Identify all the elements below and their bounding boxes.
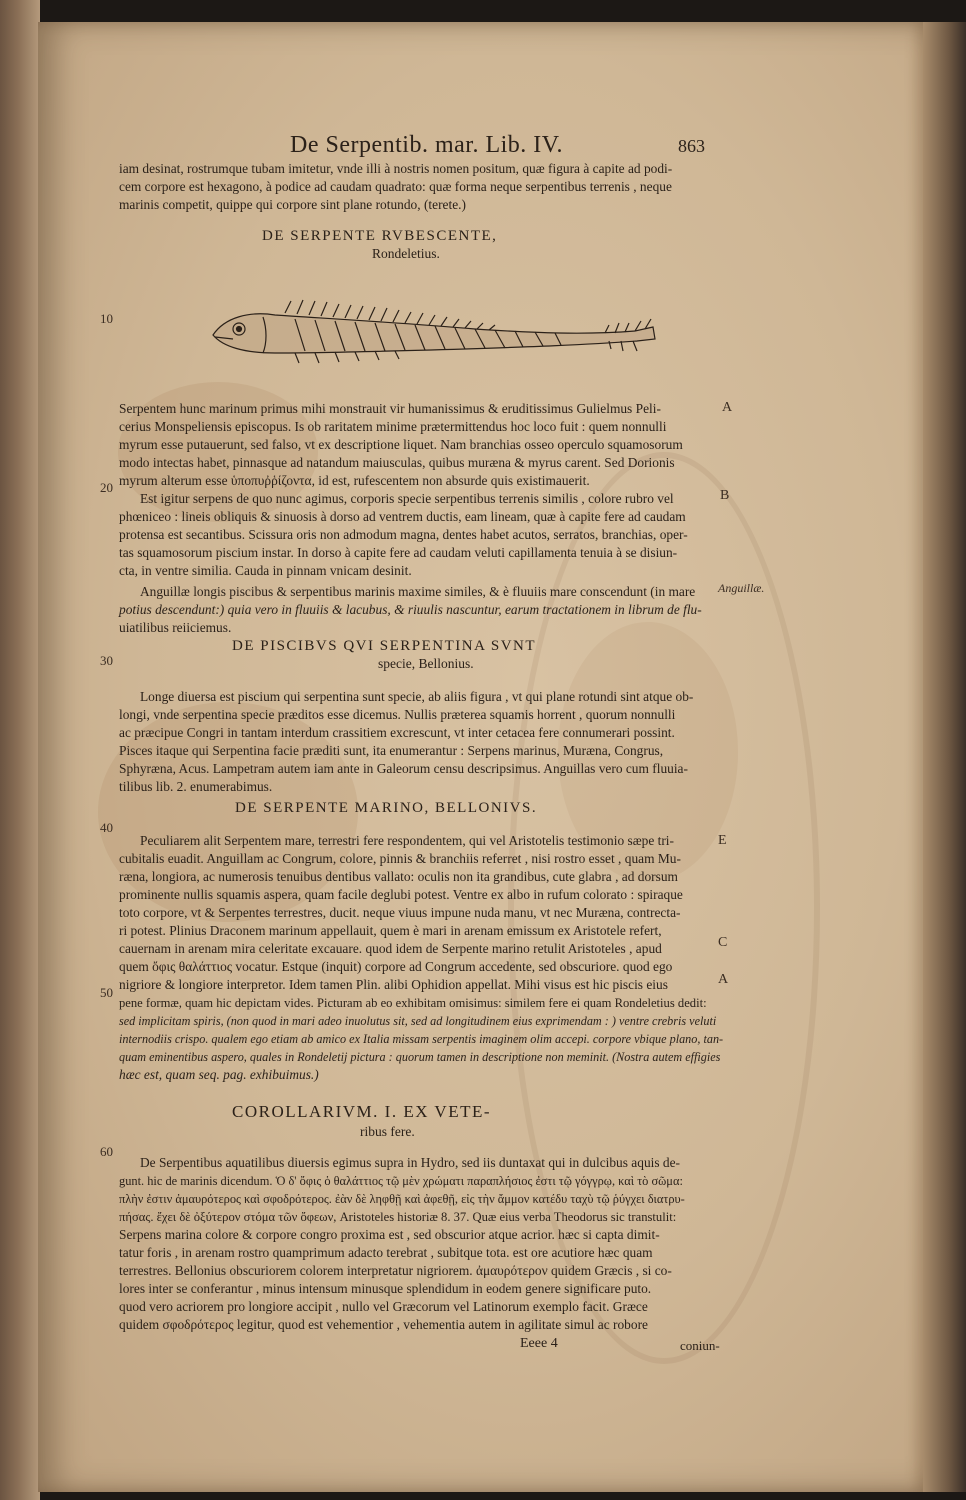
text-line: phœniceo : lineis obliquis & sinuosis à dorso ad ventrem ductis, eam lineam, quæ à capite fere ad caudam [119, 509, 686, 524]
text-line: quem ὄφις θαλάττιος vocatur. Estque (inquit) corpore ad Congrum accedente, sed obscuriore. quod ego [119, 959, 673, 974]
text-line: internodiis crispo. qualem ego etiam ab amico ex Italia missam serpentis imaginem olim accepi. corpore vbique plano, tan- [119, 1032, 724, 1046]
margin-line-number: 30 [100, 653, 113, 668]
text-line: quidem σφοδρότερος legitur, quod est vehementior , vehementia autem in agilitate simul ac robore [119, 1317, 648, 1332]
text-line: ri potest. Plinius Draconem marinum appellauit, quem è mari in arenam emissum ex Aristotele refert, [119, 923, 662, 938]
text-line: longi, vnde serpentina specie præditos esse dicemus. Nullis præterea squamis horrent , quorum nonnulli [119, 707, 676, 722]
signature-mark: Eeee 4 [520, 1336, 558, 1351]
text-line: modo intectas habet, pinnasque ad natandum maiusculas, quibus muræna & myrus carent. Sed Dorionis [119, 455, 675, 470]
text-line: cerius Monspeliensis episcopus. Is ob raritatem minime prætermittendus hoc loco fuit : quem nonnulli [119, 419, 667, 434]
margin-letter: A [718, 972, 729, 987]
text-line: pene formæ, quam hic depictam vides. Picturam ab eo exhibitam omisimus: similem fere ei quam Rondeletius dedit: [119, 996, 707, 1010]
text-line: iam desinat, rostrumque tubam imitetur, vnde illi à nostris nomen positum, quæ figura à capite ad podi- [119, 161, 673, 176]
text-line: quam eminentibus aspero, quales in Rondeletij pictura : quorum tamen in descriptione non meminit. (Nostra autem effigies [119, 1050, 721, 1064]
text-line: gunt. hic de marinis dicendum. Ὁ δ' ὄφις ὁ θαλάττιος τῷ μὲν χρώματι παραπλήσιος ἐστι τῷ γόγγρῳ, καὶ τὸ σῶμα: [119, 1174, 683, 1188]
text-line: Sphyræna, Acus. Lampetram autem iam ante in Galeorum censu descripsimus. Anguillas vero cum fluuia- [119, 761, 688, 776]
text-line: myrum esse putauerunt, sed falso, vt ex descriptione liquet. Nam branchias osseo operculo squamosorum [119, 437, 683, 452]
text-line: marinis competit, quippe qui corpore sint plane rotundo, (terete.) [119, 197, 466, 212]
right-page-edge [923, 22, 966, 1492]
text-line: cubitalis euadit. Anguillam ac Congrum, colore, pinnis & branchiis referret , nisi rostro esset , quam Mu- [119, 851, 681, 866]
left-page-edge [0, 0, 40, 1500]
margin-note: Anguillæ. [718, 581, 765, 595]
section-heading: DE SERPENTE RVBESCENTE, [262, 228, 498, 244]
margin-line-number: 40 [100, 820, 113, 835]
section-subheading: Rondeletius. [372, 246, 440, 261]
text-line: tilibus lib. 2. enumerabimus. [119, 779, 273, 794]
text-line: prominente nullis squamis aspera, quam facile deglubi potest. Ventre ex albo in rufum colorato : spiraque [119, 887, 683, 902]
text-line: cta, in ventre similia. Cauda in pinnam vnicam desinit. [119, 563, 412, 578]
text-line: Pisces itaque qui Serpentina facie præditi sunt, ita enumerantur : Serpens marinus, Muræna, Congrus, [119, 743, 664, 758]
text-line: sed implicitam spiris, (non quod in mari adeo inuolutus sit, sed ad longitudinem eius exprimendam : ) ventre crebris veluti [119, 1014, 717, 1028]
margin-letter: B [720, 488, 730, 503]
text-line: Serpentem hunc marinum primus mihi monstrauit vir humanissimus & eruditissimus Gulielmus Peli- [119, 401, 661, 416]
text-line: uiatilibus reiiciemus. [119, 620, 232, 635]
text-line: myrum alterum esse ὑποπυῤῥίζοντα, id est, rufescentem non absurde quis existimauerit. [119, 473, 590, 488]
margin-line-number: 20 [100, 480, 113, 495]
section-heading: COROLLARIVM. I. EX VETE- [232, 1102, 492, 1121]
text-line: Peculiarem alit Serpentem mare, terrestri fere respondentem, qui vel Aristotelis testimonio sæpe tri- [140, 833, 674, 848]
text-line: potius descendunt:) quia vero in fluuiis & lacubus, & riuulis nascuntur, earum tractationem in librum de flu- [119, 602, 702, 617]
fish-woodcut-icon [205, 295, 660, 370]
text-line: Est igitur serpens de quo nunc agimus, corporis specie serpentibus terrenis similis , colore rubro vel [140, 491, 674, 506]
margin-letter: C [718, 935, 728, 950]
text-line: terrestres. Bellonius obscuriorem colorem interpretatur nigriorem. ἀμαυρότερον quidem Græcis , si co- [119, 1263, 672, 1278]
page-number: 863 [678, 136, 705, 156]
text-line: πλὴν ἐστιν ἀμαυρότερος καὶ σφοδρότερος. ἐὰν δὲ ληφθῇ καὶ ἀφεθῇ, εἰς τὴν ἄμμον κατέδυ ταχὺ τῷ ῥύγχει διατρυ- [119, 1192, 685, 1206]
text-line: protensa est secantibus. Scissura oris non admodum magna, dentes habet acutos, serratos, branchias, oper- [119, 527, 688, 542]
text-line: Longe diuersa est piscium qui serpentina sunt specie, ab aliis figura , vt qui plane rotundi sint atque ob- [140, 689, 694, 704]
text-line: toto corpore, vt & Serpentes terrestres, ducit. neque viuus impune nuda manu, vt nec Muræna, contrecta- [119, 905, 681, 920]
text-line: cem corpore est hexagono, à podice ad caudam quadrato: quæ forma neque serpentibus terrenis , neque [119, 179, 672, 194]
section-subheading: ribus fere. [360, 1124, 415, 1139]
section-subheading: specie, Bellonius. [378, 656, 474, 671]
catchword: coniun- [680, 1338, 720, 1353]
text-line: hæc est, quam seq. pag. exhibuimus.) [119, 1067, 319, 1082]
margin-letter: E [718, 833, 727, 848]
text-line: cauernam in arenam mira celeritate excauare. quod idem de Serpente marino retulit Aristoteles , apud [119, 941, 662, 956]
section-heading: DE PISCIBVS QVI SERPENTINA SVNT [232, 638, 537, 654]
margin-letter: A [722, 400, 733, 415]
running-head: De Serpentib. mar. Lib. IV. [290, 132, 564, 158]
text-line: quod vero acriorem pro longiore accipit , nullo vel Græcorum vel Latinorum exemplo facit. Græce [119, 1299, 648, 1314]
text-line: πήσας. ἔχει δὲ ὀξύτερον στόμα τῶν ὄφεων, Aristoteles historiæ 8. 37. Quæ eius verba Theodorus sic transtulit: [119, 1210, 677, 1224]
text-line: nigriore & longiore interpretor. Idem tamen Plin. alibi Ophidion appellat. Mihi visus est hic piscis eius [119, 977, 668, 992]
text-line: ac præcipue Congri in tantam interdum crassitiem excrescunt, vt inter cetacea fere connumerari possint. [119, 725, 675, 740]
text-line: Anguillæ longis piscibus & serpentibus marinis maxime similes, & è fluuiis mare conscendunt (in mare [140, 584, 696, 599]
text-line: De Serpentibus aquatilibus diuersis egimus supra in Hydro, sed iis duntaxat qui in dulcibus aquis de- [140, 1155, 681, 1170]
text-line: tatur foris , in arenam rostro quamprimum adacto terebrat , subitque tota. est ore acutiore hæc quam [119, 1245, 653, 1260]
section-heading: DE SERPENTE MARINO, BELLONIVS. [235, 800, 538, 816]
text-line: Serpens marina colore & corpore congro proxima est , sed obscurior atque acrior. hæc si capta dimit- [119, 1227, 660, 1242]
text-line: tas squamosorum piscium instar. In dorso à capite fere ad caudam veluti capillamenta tenuia à se disiun- [119, 545, 678, 560]
margin-line-number: 50 [100, 985, 113, 1000]
text-line: ræna, longiora, ac numerosis tenuibus dentibus vallato: oculis non ita grandibus, cute glabra , ad dorsum [119, 869, 678, 884]
text-line: lores inter se conferantur , minus intensum minusque splendidum in eodem genere significare puto. [119, 1281, 652, 1296]
margin-line-number: 10 [100, 311, 113, 326]
margin-line-number: 60 [100, 1144, 113, 1159]
